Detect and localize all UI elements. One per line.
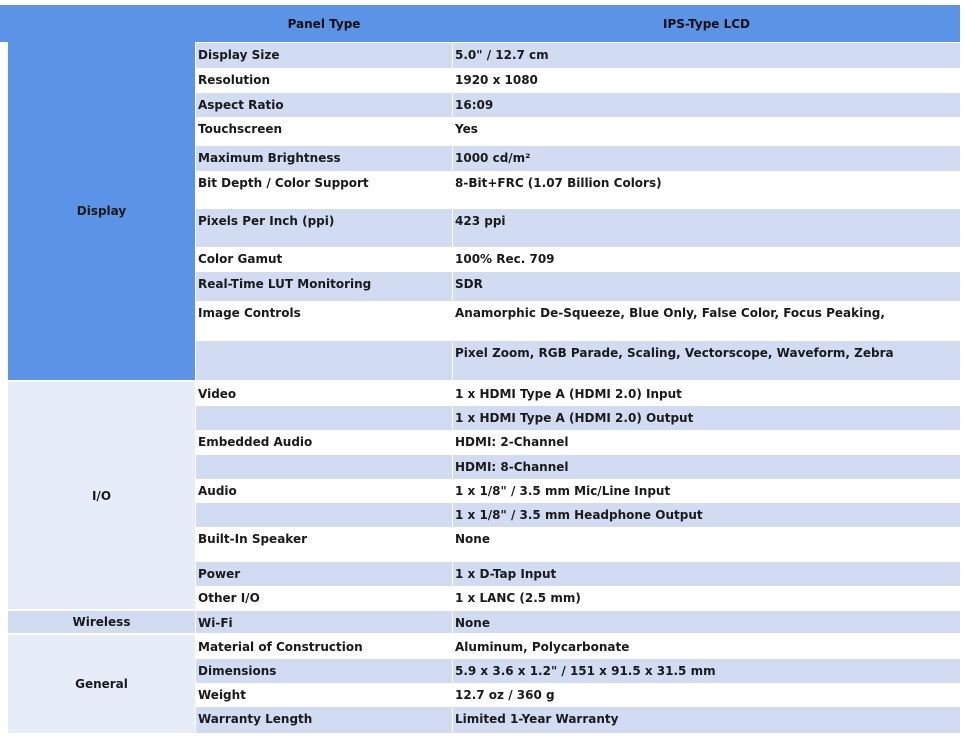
- category-label: Display: [76, 204, 127, 218]
- table-header: [0, 5, 960, 42]
- table-row: [196, 341, 960, 380]
- spec-value: HDMI: 2-Channel: [455, 435, 569, 449]
- spec-value: 16:09: [455, 98, 494, 112]
- spec-property: Bit Depth / Color Support: [198, 176, 369, 190]
- table-row: [196, 93, 960, 117]
- spec-property: [196, 406, 452, 430]
- spec-property: [196, 503, 452, 527]
- table-row: [196, 635, 960, 659]
- table-row: [196, 586, 960, 610]
- table-row: [196, 43, 960, 68]
- spec-property: Pixels Per Inch (ppi): [198, 214, 335, 228]
- spec-value: 1920 x 1080: [455, 73, 538, 87]
- spec-value: 1000 cd/m²: [455, 151, 531, 165]
- spec-property: Other I/O: [198, 591, 260, 605]
- spec-property: Material of Construction: [198, 640, 363, 654]
- spec-property: Resolution: [198, 73, 271, 87]
- spec-value: 1 x D-Tap Input: [455, 567, 557, 581]
- spec-property: Aspect Ratio: [198, 98, 284, 112]
- spec-property: Real-Time LUT Monitoring: [198, 277, 372, 291]
- table-row: [196, 683, 960, 707]
- spec-value: 1 x LANC (2.5 mm): [455, 591, 581, 605]
- spec-value: None: [455, 532, 490, 546]
- spec-value: None: [455, 616, 490, 630]
- category-label: I/O: [91, 488, 112, 503]
- table-row: [196, 527, 960, 562]
- table-row: [196, 247, 960, 272]
- table-row: [196, 171, 960, 209]
- spec-value: 100% Rec. 709: [455, 252, 555, 266]
- spec-property: Color Gamut: [198, 252, 283, 266]
- table-row: [196, 503, 960, 527]
- spec-property: Embedded Audio: [198, 435, 313, 449]
- category-label: General: [75, 677, 128, 691]
- header-blank: [8, 5, 195, 42]
- spec-property: Display Size: [198, 48, 280, 62]
- spec-value: Limited 1-Year Warranty: [455, 712, 619, 726]
- spec-property: Wi-Fi: [198, 616, 233, 630]
- spec-property: Weight: [198, 688, 246, 702]
- table-row: [196, 382, 960, 406]
- spec-value: Aluminum, Polycarbonate: [455, 640, 630, 654]
- category-general: [8, 635, 195, 733]
- spec-property: Video: [198, 387, 237, 401]
- table-row: [196, 406, 960, 430]
- table-row: [196, 430, 960, 455]
- spec-value: Pixel Zoom, RGB Parade, Scaling, Vectorscope, Waveform, Zebra: [455, 346, 894, 360]
- header-panel-type: Panel Type: [287, 16, 361, 31]
- spec-value: 12.7 oz / 360 g: [455, 688, 555, 702]
- spec-value: 1 x HDMI Type A (HDMI 2.0) Input: [455, 387, 682, 401]
- spec-value: Anamorphic De-Squeeze, Blue Only, False Color, Focus Peaking,: [455, 306, 885, 320]
- spec-value: 1 x 1/8" / 3.5 mm Mic/Line Input: [455, 484, 671, 498]
- category-display: [8, 42, 195, 380]
- spec-property: Image Controls: [198, 306, 301, 320]
- category-label: Wireless: [72, 615, 131, 629]
- spec-value: 1 x HDMI Type A (HDMI 2.0) Output: [455, 411, 694, 425]
- spec-property: Built-In Speaker: [198, 532, 308, 546]
- table-row: [196, 455, 960, 479]
- spec-value: 5.9 x 3.6 x 1.2" / 151 x 91.5 x 31.5 mm: [455, 664, 716, 678]
- spec-property: Dimensions: [198, 664, 277, 678]
- spec-property: [196, 341, 452, 380]
- spec-property: [196, 455, 452, 479]
- table-row: [196, 117, 960, 146]
- table-row: [196, 479, 960, 503]
- spec-value: Yes: [455, 122, 478, 136]
- table-row: [196, 209, 960, 247]
- table-row: [196, 611, 960, 633]
- spec-value: HDMI: 8-Channel: [455, 460, 569, 474]
- spec-property: Audio: [198, 484, 237, 498]
- category-wireless: [8, 611, 195, 633]
- table-row: [196, 562, 960, 586]
- table-row: [196, 301, 960, 341]
- spec-value: SDR: [455, 277, 483, 291]
- table-row: [196, 707, 960, 733]
- spec-value: 8-Bit+FRC (1.07 Billion Colors): [455, 176, 662, 190]
- spec-value: 5.0" / 12.7 cm: [455, 48, 549, 62]
- spec-value: 423 ppi: [455, 214, 506, 228]
- header-panel-value: IPS-Type LCD: [662, 16, 751, 31]
- spec-property: Power: [198, 567, 241, 581]
- spec-property: Maximum Brightness: [198, 151, 341, 165]
- table-row: [196, 659, 960, 683]
- spec-value: 1 x 1/8" / 3.5 mm Headphone Output: [455, 508, 703, 522]
- spec-property: Touchscreen: [198, 122, 283, 136]
- table-row: [196, 68, 960, 93]
- category-io: [8, 382, 195, 609]
- table-row: [196, 146, 960, 171]
- spec-property: Warranty Length: [198, 712, 313, 726]
- table-row: [196, 272, 960, 301]
